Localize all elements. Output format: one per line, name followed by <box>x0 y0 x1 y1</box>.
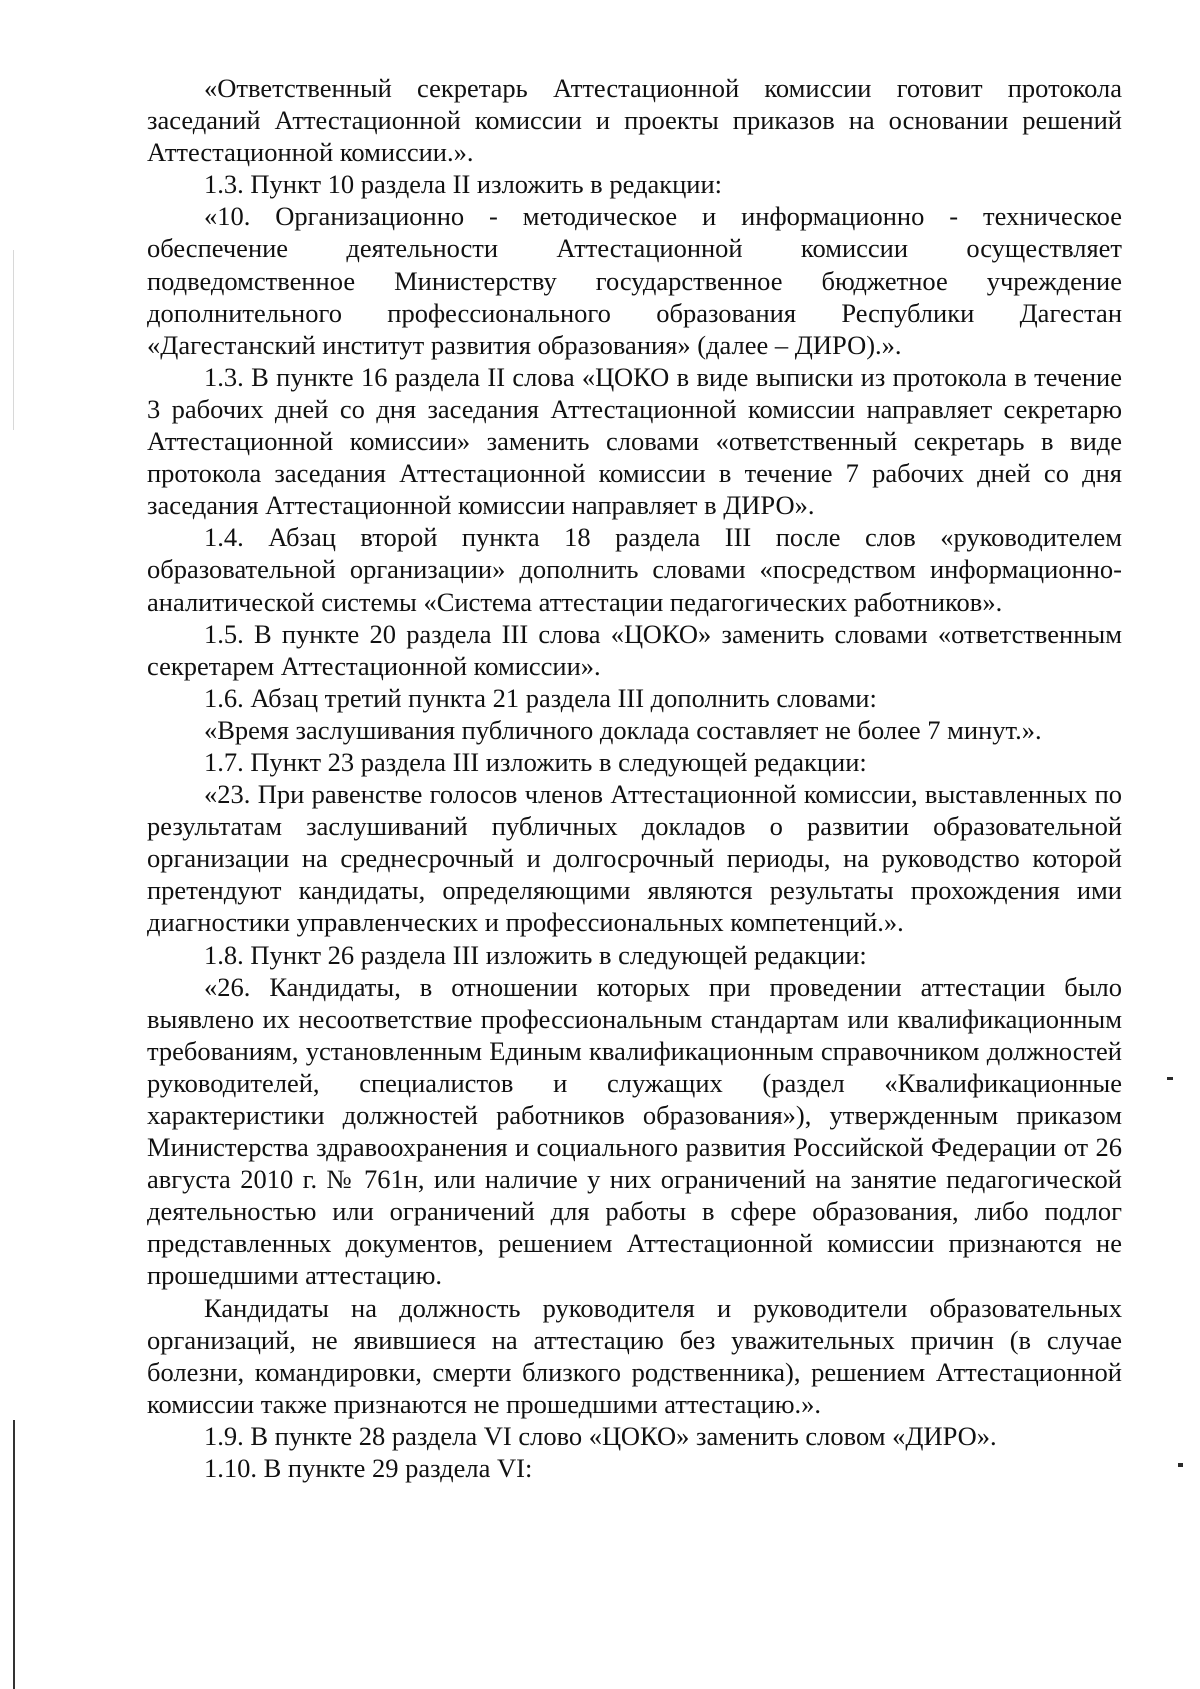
paragraph-1-5: 1.5. В пункте 20 раздела III слова «ЦОКО» заменить словами «ответственным секретарем Аттестационной комиссии». <box>147 618 1122 681</box>
paragraph-1-6: 1.6. Абзац третий пункта 21 раздела III дополнить словами: <box>204 682 877 713</box>
paragraph-1-4: 1.4. Абзац второй пункта 18 раздела III после слов «руководителем образовательной организации» дополнить словами «посредством информационно-аналитической системы «Система аттестации педагогических работников». <box>147 522 1122 617</box>
paragraph-1-3-punkt-10: 1.3. Пункт 10 раздела II изложить в редакции: <box>204 169 723 200</box>
paragraph-1-10: 1.10. В пункте 29 раздела VI: <box>204 1453 533 1484</box>
paragraph-quote-time: «Время заслушивания публичного доклада составляет не более 7 минут.». <box>204 714 1042 745</box>
paragraph-punkt-10-text: «10. Организационно - методическое и информационно - техническое обеспечение деятельности Аттестационной комиссии осуществляет подведомственное Министерству государственное бюджетное учреждение дополнительного профессионального образования Республики Дагестан «Дагестанский институт развития образования» (далее – ДИРО).». <box>147 201 1122 360</box>
paragraph-candidates: Кандидаты на должность руководителя и руководители образовательных организаций, не явившиеся на аттестацию без уважительных причин (в случае болезни, командировки, смерти близкого родственника), решением Аттестационной комиссии также признаются не прошедшими аттестацию.». <box>147 1292 1122 1419</box>
paragraph-1-3-punkt-16: 1.3. В пункте 16 раздела II слова «ЦОКО в виде выписки из протокола в течение 3 рабочих дней со дня заседания Аттестационной комиссии направляет секретарю Аттестационной комиссии» заменить словами «ответственный секретарь в виде протокола заседания Аттестационной комиссии в течение 7 рабочих дней со дня заседания Аттестационной комиссии направляет в ДИРО». <box>147 361 1122 521</box>
paragraph-1-8: 1.8. Пункт 26 раздела III изложить в следующей редакции: <box>204 939 867 970</box>
scan-speck-bottom-right <box>1178 1463 1183 1467</box>
scan-edge-line <box>13 1420 15 1689</box>
paragraph-1-9: 1.9. В пункте 28 раздела VI слово «ЦОКО» заменить словом «ДИРО». <box>204 1420 997 1451</box>
scan-edge-mark-top <box>13 250 14 430</box>
paragraph-punkt-23-text: «23. При равенстве голосов членов Аттестационной комиссии, выставленных по результатам заслушиваний публичных докладов о развитии образовательной организации на среднесрочный и долгосрочный периоды, на руководство которой претендуют кандидаты, определяющими являются результаты прохождения ими диагностики управленческих и профессиональных компетенций.». <box>147 779 1122 938</box>
scan-speck-right <box>1167 1077 1173 1080</box>
paragraph-punkt-26-text: «26. Кандидаты, в отношении которых при проведении аттестации было выявлено их несоответствие профессиональным стандартам или квалификационным требованиям, установленным Единым квалификационным справочником должностей руководителей, специалистов и служащих (раздел «Квалификационные характеристики должностей работников образования»), утвержденным приказом Министерства здравоохранения и социального развития Российской Федерации от 26 августа 2010 г. № 761н, или наличие у них ограничений на занятие педагогической деятельностью или ограничений для работы в сфере образования, либо подлог представленных документов, решением Аттестационной комиссии признаются не прошедшими аттестацию. <box>147 971 1122 1291</box>
paragraph-1-7: 1.7. Пункт 23 раздела III изложить в следующей редакции: <box>204 746 867 777</box>
paragraph-quote-secretary: «Ответственный секретарь Аттестационной комиссии готовит протокола заседаний Аттестационной комиссии и проекты приказов на основании решений Аттестационной комиссии.». <box>147 73 1122 168</box>
document-page <box>147 72 1122 1484</box>
